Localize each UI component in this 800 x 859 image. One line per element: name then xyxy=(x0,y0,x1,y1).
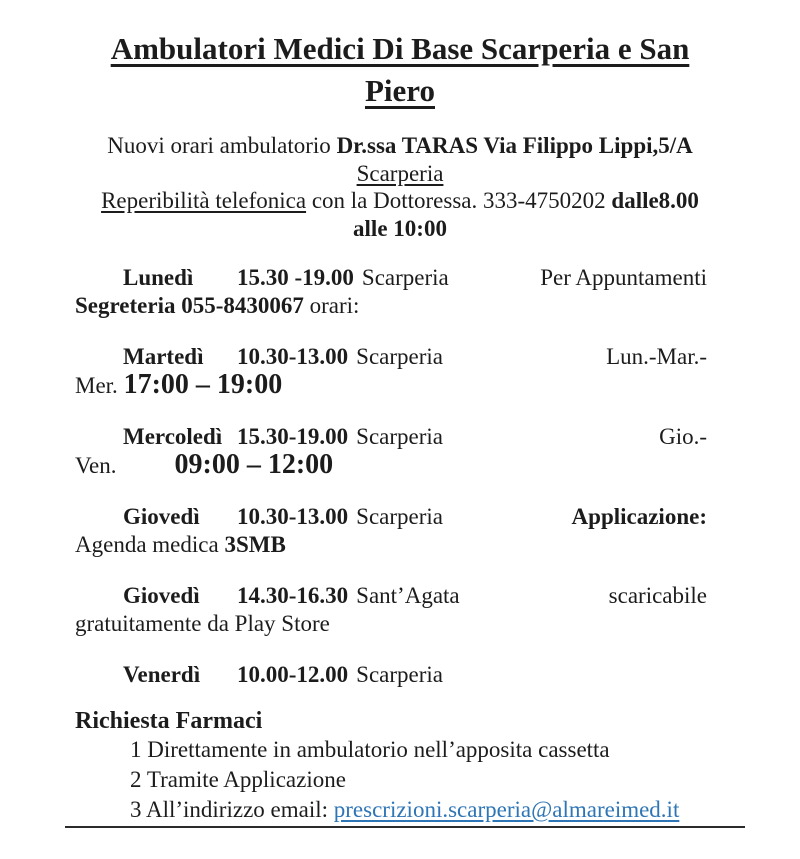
note-label: scaricabile xyxy=(608,583,707,608)
day-label: Mercoledì xyxy=(123,424,223,449)
farmaci-section xyxy=(75,707,725,828)
phone-availability-label: Reperibilità telefonica xyxy=(101,188,307,213)
intro-line-doctor: Nuovi orari ambulatorio Dr.ssa TARAS Via Filippo Lippi,5/A xyxy=(107,133,693,158)
office-hours: 09:00 – 12:00 xyxy=(174,448,334,480)
location-label: Scarperia xyxy=(356,662,444,687)
farmaci-item-3: 3 All’indirizzo email: prescrizioni.scarperia@almareimed.it xyxy=(130,796,680,822)
schedule-row-giovedi-santagata xyxy=(75,582,725,637)
secretary-phone: Segreteria 055-8430067 xyxy=(75,292,304,318)
schedule-row-martedi xyxy=(75,343,725,399)
schedule-row-giovedi-scarperia xyxy=(75,503,725,558)
schedule-row-mercoledi xyxy=(75,423,725,479)
prescriptions-email-link[interactable]: prescrizioni.scarperia@almareimed.it xyxy=(333,796,680,822)
time-label: 15.30 -19.00 xyxy=(237,265,354,290)
schedule-row-venerdi xyxy=(75,661,725,689)
location-label: Scarperia xyxy=(356,504,444,529)
app-name: 3SMB xyxy=(224,531,286,557)
schedule-row-continuation: Agenda medica 3SMB xyxy=(75,531,286,557)
day-label: Giovedì xyxy=(123,504,200,529)
farmaci-item-2: 2 Tramite Applicazione xyxy=(130,766,346,792)
bottom-divider xyxy=(65,826,745,828)
location-label: Scarperia xyxy=(356,344,444,369)
schedule-row-lunedi xyxy=(75,264,725,319)
page-title-line1: Ambulatori Medici Di Base Scarperia e San xyxy=(110,31,690,66)
location-label: Scarperia xyxy=(356,424,444,449)
time-label: 15.30-19.00 xyxy=(237,424,349,449)
location-label: Scarperia xyxy=(361,265,449,290)
location-label: Sant’Agata xyxy=(356,583,460,608)
note-label: Lun.-Mar.- xyxy=(606,344,707,369)
note-label: Gio.- xyxy=(659,424,707,449)
intro-line-phone-hours: alle 10:00 xyxy=(353,215,447,241)
intro-block xyxy=(75,132,725,242)
day-label: Martedì xyxy=(123,344,204,369)
schedule-row-continuation: Mer. 17:00 – 19:00 xyxy=(75,368,283,400)
intro-line-phone: Reperibilità telefonica con la Dottoressa. 333-4750202 dalle8.00 xyxy=(101,188,699,213)
schedule-row-continuation: gratuitamente da Play Store xyxy=(75,610,330,636)
day-label: Venerdì xyxy=(123,662,201,687)
time-label: 10.30-13.00 xyxy=(237,504,349,529)
page-title-line2: Piero xyxy=(364,73,435,108)
day-label: Lunedì xyxy=(123,265,194,290)
note-label: Applicazione: xyxy=(571,504,707,529)
office-hours: 17:00 – 19:00 xyxy=(123,368,283,400)
doctor-name: Dr.ssa TARAS Via Filippo Lippi,5/A xyxy=(336,133,693,158)
day-label: Giovedì xyxy=(123,583,200,608)
page-title xyxy=(75,28,725,112)
intro-line-place: Scarperia xyxy=(356,160,444,186)
time-label: 10.00-12.00 xyxy=(237,662,349,687)
farmaci-item-1: 1 Direttamente in ambulatorio nell’apposita cassetta xyxy=(130,736,610,762)
schedule-row-continuation: Ven. 09:00 – 12:00 xyxy=(75,448,334,480)
time-label: 10.30-13.00 xyxy=(237,344,349,369)
time-label: 14.30-16.30 xyxy=(237,583,349,608)
note-label: Per Appuntamenti xyxy=(540,265,707,290)
schedule-row-continuation: Segreteria 055-8430067 orari: xyxy=(75,292,360,318)
farmaci-heading: Richiesta Farmaci xyxy=(75,707,263,734)
